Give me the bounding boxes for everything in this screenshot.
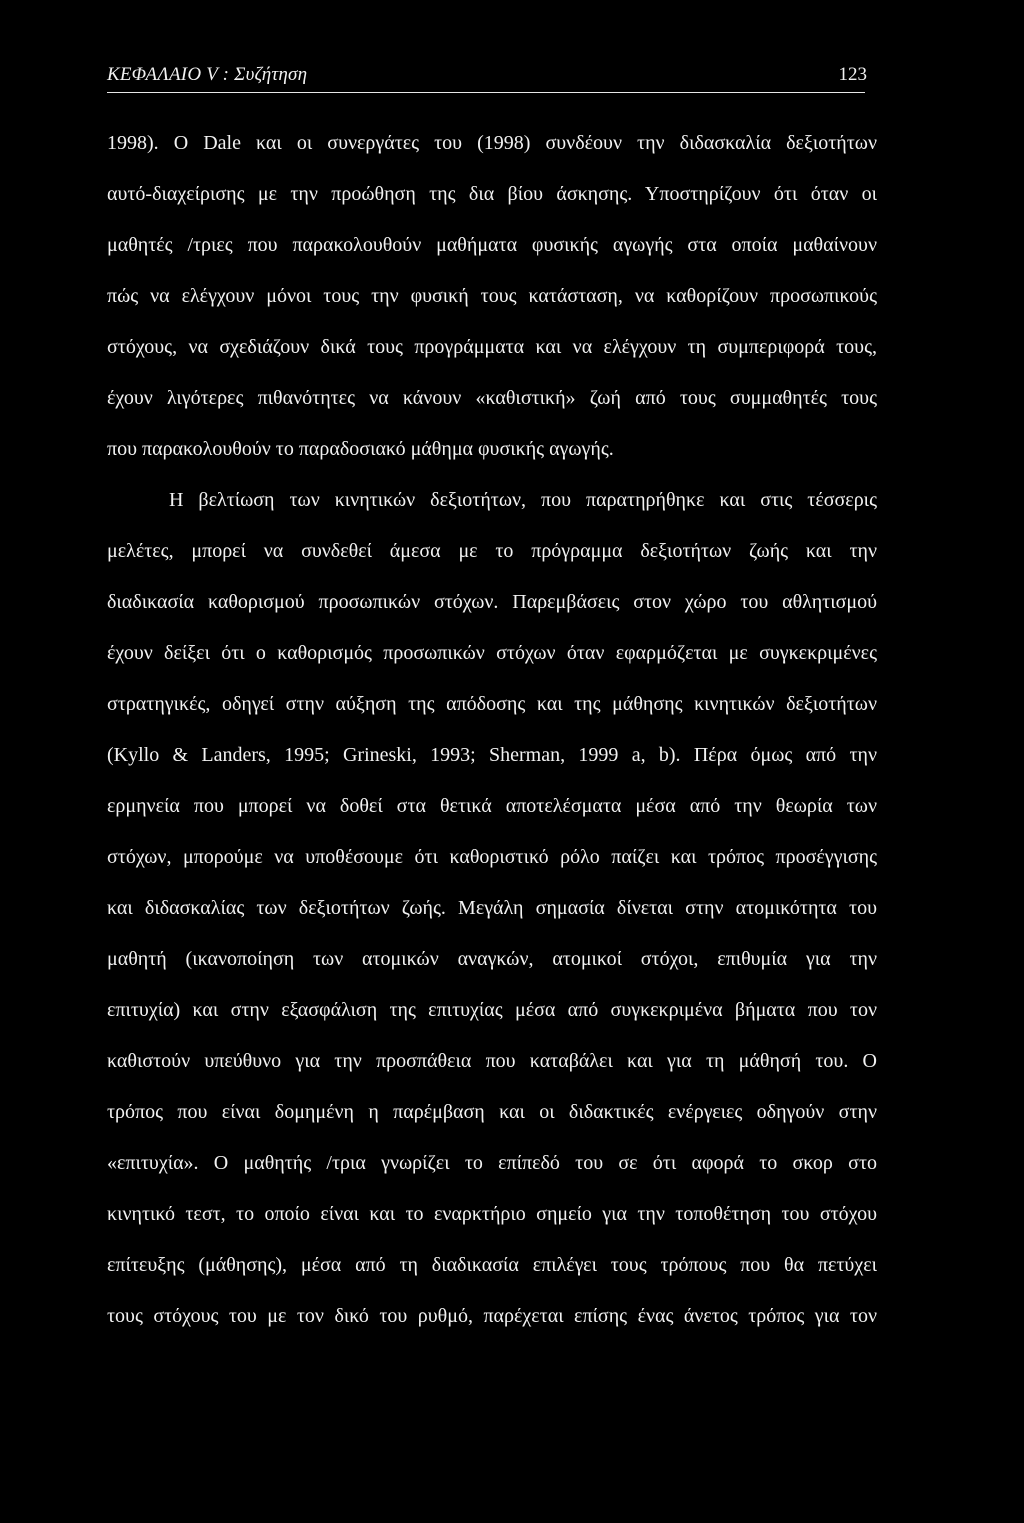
header-divider	[107, 92, 865, 93]
body-text	[107, 125, 877, 1349]
page-header	[107, 58, 877, 92]
text-line: μαθητή (ικανοποίηση των ατομικών αναγκών, ατομικοί στόχοι, επιθυμία για την	[107, 948, 877, 970]
text-line: μελέτες, μπορεί να συνδεθεί άμεσα με το πρόγραμμα δεξιοτήτων ζωής και την	[107, 540, 877, 562]
text-line: στόχων, μπορούμε να υποθέσουμε ότι καθοριστικό ρόλο παίζει και τρόπος προσέγγισης	[107, 846, 877, 868]
text-line: στόχους, να σχεδιάζουν δικά τους προγράμματα και να ελέγχουν τη συμπεριφορά τους,	[107, 336, 877, 358]
text-line: και διδασκαλίας των δεξιοτήτων ζωής. Μεγάλη σημασία δίνεται στην ατομικότητα του	[107, 897, 877, 919]
text-line: (Kyllo & Landers, 1995; Grineski, 1993; Sherman, 1999 a, b). Πέρα όμως από την	[107, 744, 877, 766]
text-line: τους στόχους του με τον δικό του ρυθμό, παρέχεται επίσης ένας άνετος τρόπος για τον	[107, 1305, 877, 1327]
text-line: αυτό-διαχείρισης με την προώθηση της δια βίου άσκησης. Υποστηρίζουν ότι όταν οι	[107, 183, 877, 205]
text-line: ερμηνεία που μπορεί να δοθεί στα θετικά αποτελέσματα μέσα από την θεωρία των	[107, 795, 877, 817]
text-line: καθιστούν υπεύθυνο για την προσπάθεια που καταβάλει και για τη μάθησή του. Ο	[107, 1050, 877, 1072]
text-line: επιτυχία) και στην εξασφάλιση της επιτυχίας μέσα από συγκεκριμένα βήματα που τον	[107, 999, 877, 1021]
text-line: έχουν δείξει ότι ο καθορισμός προσωπικών στόχων όταν εφαρμόζεται με συγκεκριμένες	[107, 642, 877, 664]
chapter-title: ΚΕΦΑΛΑΙΟ V : Συζήτηση	[107, 64, 308, 85]
text-line: έχουν λιγότερες πιθανότητες να κάνουν «καθιστική» ζωή από τους συμμαθητές τους	[107, 387, 877, 409]
text-line: διαδικασία καθορισμού προσωπικών στόχων. Παρεμβάσεις στον χώρο του αθλητισμού	[107, 591, 877, 613]
page-number: 123	[838, 64, 867, 85]
text-line: «επιτυχία». Ο μαθητής /τρια γνωρίζει το επίπεδό του σε ότι αφορά το σκορ στο	[107, 1152, 877, 1174]
text-line: μαθητές /τριες που παρακολουθούν μαθήματα φυσικής αγωγής στα οποία μαθαίνουν	[107, 234, 877, 256]
text-line: 1998). Ο Dale και οι συνεργάτες του (1998) συνδέουν την διδασκαλία δεξιοτήτων	[107, 132, 877, 154]
text-line: στρατηγικές, οδηγεί στην αύξηση της απόδοσης και της μάθησης κινητικών δεξιοτήτων	[107, 693, 877, 715]
text-line: πώς να ελέγχουν μόνοι τους την φυσική τους κατάσταση, να καθορίζουν προσωπικούς	[107, 285, 877, 307]
text-line: Η βελτίωση των κινητικών δεξιοτήτων, που παρατηρήθηκε και στις τέσσερις	[169, 489, 877, 511]
text-line: επίτευξης (μάθησης), μέσα από τη διαδικασία επιλέγει τους τρόπους που θα πετύχει	[107, 1254, 877, 1276]
text-line: τρόπος που είναι δομημένη η παρέμβαση και οι διδακτικές ενέργειες οδηγούν στην	[107, 1101, 877, 1123]
text-line: κινητικό τεστ, το οποίο είναι και το εναρκτήριο σημείο για την τοποθέτηση του στόχου	[107, 1203, 877, 1225]
text-line: που παρακολουθούν το παραδοσιακό μάθημα φυσικής αγωγής.	[107, 438, 614, 460]
